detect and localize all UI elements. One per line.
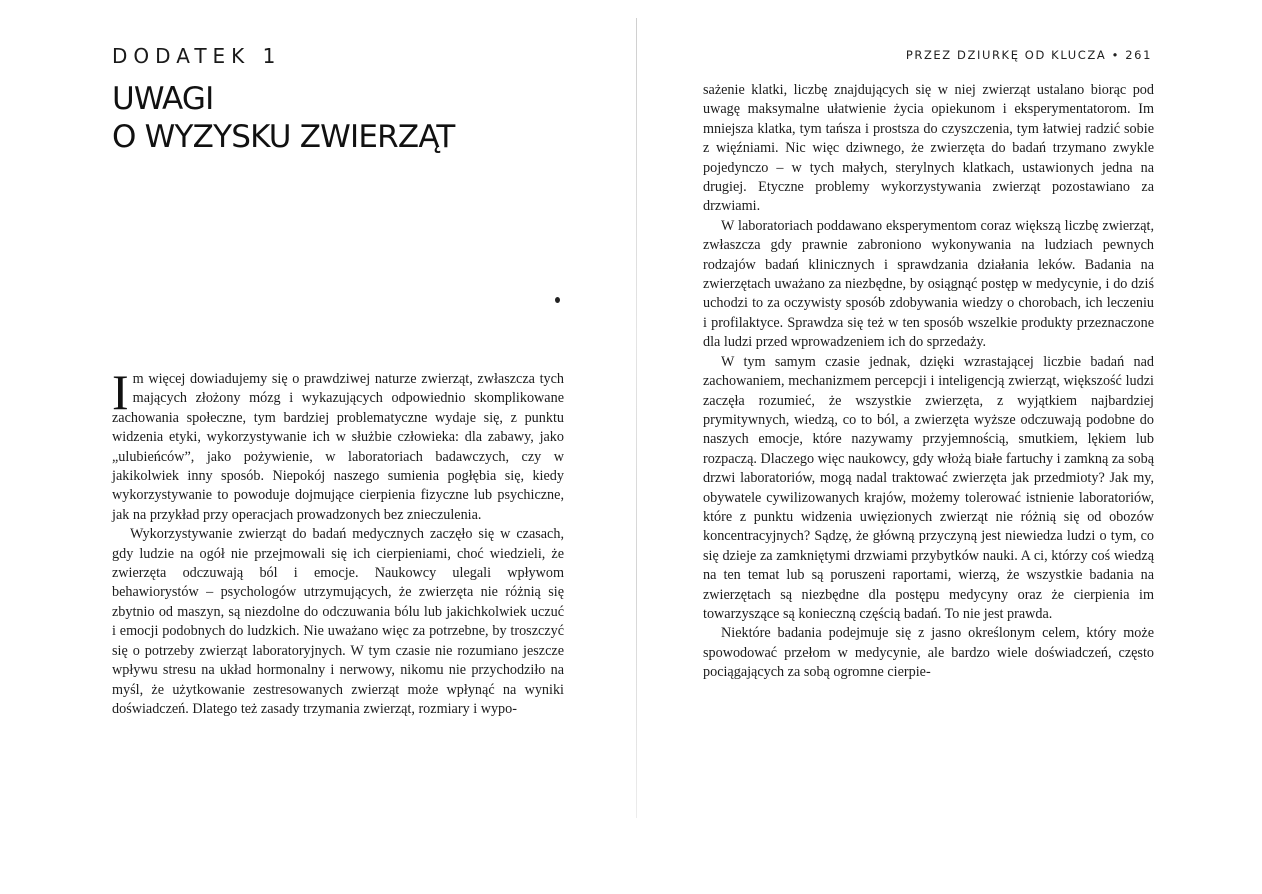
right-page [632, 0, 1262, 894]
right-body-text [703, 81, 1154, 683]
appendix-label: DODATEK 1 [112, 44, 282, 68]
chapter-title-line-1: UWAGI [112, 81, 214, 117]
paragraph: Wykorzystywanie zwierząt do badań medycznych zaczęło się w czasach, gdy ludzie na ogół nie przejmowali się ich cierpieniami, choć wiedzieli, że zwierzęta odczuwają ból i emocje. Naukowcy ulegali wpływom behawiorystów – psychologów utrzymujących, że zwierzęta nie różnią się zbytnio od maszyn, są niezdolne do odczuwania bólu lub jakichkolwiek uczuć i emocji podobnych do ludzkich. Nie uważano więc za potrzebne, by troszczyć się o potrzeby zwierząt laboratoryjnych. W tym czasie nie rozumiano jeszcze wpływu stresu na układ hormonalny i nerwowy, nikomu nie przychodziło na myśl, że użytkowanie zestresowanych zwierząt może wpłynąć na wyniki doświadczeń. Dlatego też zasady trzymania zwierząt, rozmiary i wypo- [112, 526, 564, 717]
running-head: PRZEZ DZIURKĘ OD KLUCZA • 261 [905, 48, 1152, 62]
paragraph-text: m więcej dowiadujemy się o prawdziwej naturze zwierząt, zwłaszcza tych mających złożony mózg i wykazujących odpowiednio skomplikowane zachowania społeczne, tym bardziej problematyczne wydaje się, z punktu widzenia etyki, wykorzystywanie ich w służbie człowieka: dla zabawy, jako „ulubieńców”, jako pożywienie, w laboratoriach badawczych, czy w jakikolwiek inny sposób. Niepokój naszego sumienia pogłębia się, kiedy wykorzystywanie to powoduje dojmujące cierpienia fizyczne lub psychiczne, jak na przykład przy operacjach prowadzonych bez znieczulenia. [112, 371, 564, 523]
chapter-title [112, 80, 454, 156]
left-body-text [112, 364, 564, 719]
ink-speck [555, 297, 560, 303]
paragraph: sażenie klatki, liczbę znajdujących się w niej zwierząt ustalano biorąc pod uwagę maksymalne ułatwienie życia opiekunom i eksperymentatorom. Im mniejsza klatka, tym tańsza i prostsza do czyszczenia, tym łatwiej radzić sobie z więźniami. Nic więc dziwnego, że zwierzęta do badań trzymano zwykle pojedynczo – w tych małych, sterylnych klatkach, ustawionych jedna na drugiej. Etyczne problemy wykorzystywania zwierząt pozostawiano za drzwiami. [703, 82, 1154, 215]
paragraph: Niektóre badania podejmuje się z jasno określonym celem, który może spowodować przełom w medycynie, ale bardzo wiele doświadczeń, często pociągających za sobą ogromne cierpie- [703, 625, 1154, 681]
paragraph [112, 364, 564, 525]
paragraph: W tym samym czasie jednak, dzięki wzrastającej liczbie badań nad zachowaniem, mechanizmem percepcji i inteligencją zwierząt, większość ludzi zaczęła rozumieć, że wszystkie zwierzęta, z wyjątkiem najbardziej prymitywnych, wiedzą, co to ból, a zwierzęta wyższe odczuwają podobne do naszych emocje, które nazywamy przyjemnością, smutkiem, lękiem lub rozpaczą. Dlaczego więc naukowcy, gdy włożą białe fartuchy i zamkną za sobą drzwi laboratoriów, mogą nadal traktować zwierzęta jak przedmioty? Jak my, obywatele cywilizowanych krajów, możemy tolerować istnienie laboratoriów, które z punktu widzenia uwięzionych zwierząt nie różnią się od obozów koncentracyjnych? Sądzę, że główną przyczyną jest niewiedza ludzi o tym, co się dzieje za zamkniętymi drzwiami przybytków nauki. A ci, którzy coś wiedzą na ten temat lub są poruszeni raportami, wierzą, że wszystkie badania na zwierzętach są niezbędne dla postępu medycyny oraz że cierpienia im towarzyszące są konieczną częścią badań. To nie jest prawda. [703, 353, 1154, 622]
paragraph: W laboratoriach poddawano eksperymentom coraz większą liczbę zwierząt, zwłaszcza gdy prawnie zabroniono wykonywania na ludziach pewnych rodzajów badań klinicznych i sprawdzania działania leków. Badania na zwierzętach uważano za niezbędne, by osiągnąć postęp w medycynie, i do dziś uchodzi to za oczywisty sposób zdobywania wiedzy o chorobach, ich leczeniu i profilaktyce. Sprawdza się też w ten sposób wszelkie produkty przeznaczone dla ludzi przed wprowadzeniem ich do sprzedaży. [703, 217, 1154, 351]
drop-cap: I [112, 364, 129, 420]
chapter-title-line-2: O WYZYSKU ZWIERZĄT [112, 119, 455, 155]
